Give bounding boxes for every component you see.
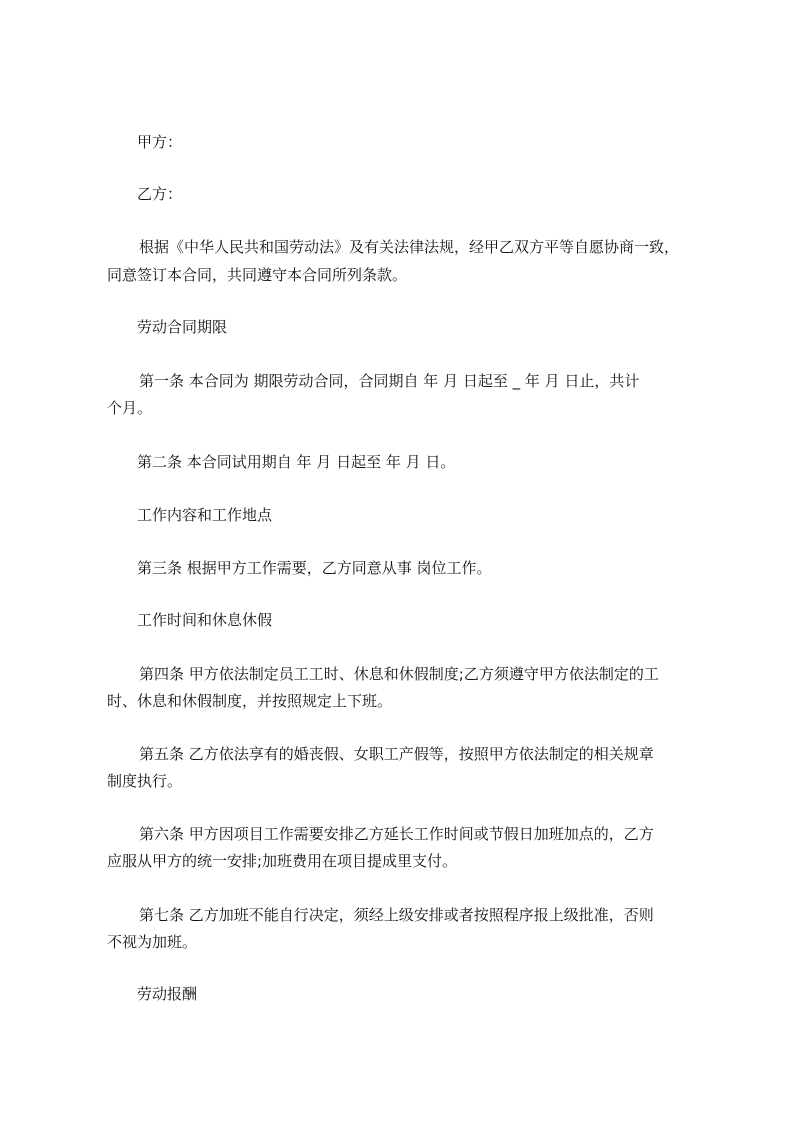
section-heading-work: 工作内容和工作地点 [137, 506, 273, 524]
section-heading-hours: 工作时间和休息休假 [137, 611, 273, 629]
article-4-line-2: 时、休息和休假制度，并按照规定上下班。 [107, 692, 393, 710]
article-5-line-2: 制度执行。 [107, 772, 183, 790]
preamble-line-2: 同意签订本合同，共同遵守本合同所列条款。 [107, 266, 408, 284]
article-5-line-1: 第五条 乙方依法享有的婚丧假、女职工产假等，按照甲方依法制定的相关规章 [139, 745, 654, 763]
preamble-line-1: 根据《中华人民共和国劳动法》及有关法律法规，经甲乙双方平等自愿协商一致， [139, 238, 680, 256]
article-1-line-2: 个月。 [107, 399, 153, 417]
article-7-line-1: 第七条 乙方加班不能自行决定，须经上级安排或者按照程序报上级批准，否则 [139, 906, 654, 924]
section-heading-term: 劳动合同期限 [137, 318, 228, 336]
article-1-line-1: 第一条 本合同为 期限劳动合同，合同期自 年 月 日起至 _ 年 月 日止，共计 [139, 372, 640, 390]
article-6-line-1: 第六条 甲方因项目工作需要安排乙方延长工作时间或节假日加班加点的，乙方 [139, 825, 654, 843]
article-4-line-1: 第四条 甲方依法制定员工工时、休息和休假制度;乙方须遵守甲方依法制定的工 [139, 665, 659, 683]
party-a-label: 甲方： [137, 133, 183, 151]
party-b-label: 乙方： [137, 185, 183, 203]
article-6-line-2: 应服从甲方的统一安排;加班费用在项目提成里支付。 [107, 852, 458, 870]
article-3: 第三条 根据甲方工作需要，乙方同意从事 岗位工作。 [137, 559, 492, 577]
article-7-line-2: 不视为加班。 [107, 933, 198, 951]
section-heading-pay: 劳动报酬 [137, 985, 198, 1003]
article-2: 第二条 本合同试用期自 年 月 日起至 年 月 日。 [137, 453, 456, 471]
